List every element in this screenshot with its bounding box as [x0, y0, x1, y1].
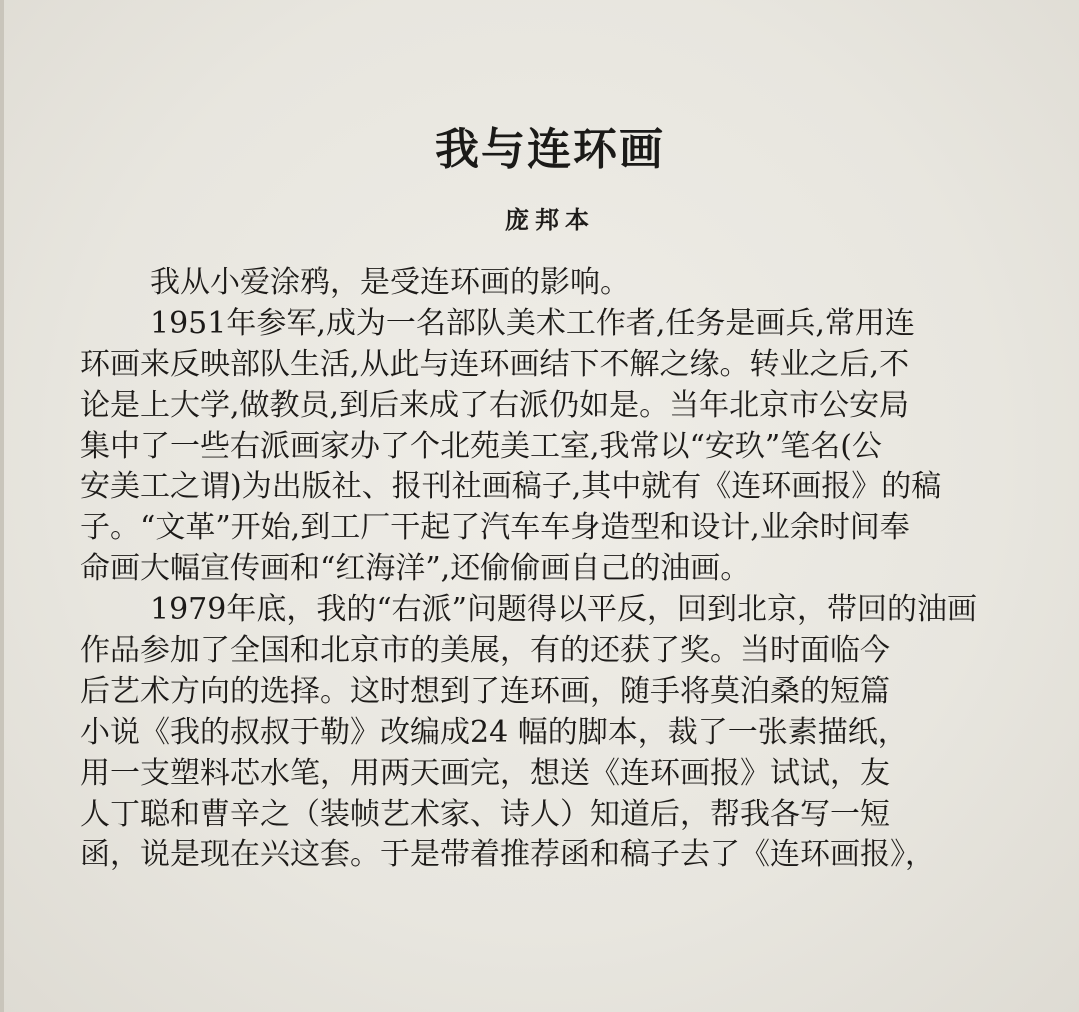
body-line: 1951年参军,成为一名部队美术工作者,任务是画兵,常用连	[150, 305, 915, 341]
article-author: 庞邦本	[505, 205, 595, 234]
body-line: 函，说是现在兴这套。于是带着推荐函和稿子去了《连环画报》，	[80, 837, 935, 873]
article-title: 我与连环画	[435, 124, 665, 175]
body-line: 后艺术方向的选择。这时想到了连环画，随手将莫泊桑的短篇	[80, 673, 890, 709]
body-line: 我从小爱涂鸦，是受连环画的影响。	[150, 265, 630, 300]
body-line: 命画大幅宣传画和“红海洋”,还偷偷画自己的油画。	[80, 551, 751, 587]
body-line: 作品参加了全国和北京市的美展，有的还获了奖。当时面临今	[80, 633, 890, 669]
body-line: 环画来反映部队生活,从此与连环画结下不解之缘。转业之后,不	[80, 346, 910, 382]
body-line: 集中了一些右派画家办了个北苑美工室,我常以“安玖”笔名(公	[80, 428, 882, 464]
body-line: 子。“文革”开始,到工厂干起了汽车车身造型和设计,业余时间奉	[80, 510, 910, 546]
body-line: 小说《我的叔叔于勒》改编成24 幅的脚本，裁了一张素描纸，	[80, 714, 908, 750]
body-line: 1979年底，我的“右派”问题得以平反，回到北京，带回的油画	[150, 592, 978, 628]
article-body	[80, 263, 980, 876]
body-line: 用一支塑料芯水笔，用两天画完，想送《连环画报》试试，友	[80, 755, 890, 791]
body-line: 论是上大学,做教员,到后来成了右派仍如是。当年北京市公安局	[80, 387, 910, 423]
body-line: 安美工之谓)为出版社、报刊社画稿子,其中就有《连环画报》的稿	[80, 469, 942, 505]
body-line: 人丁聪和曹辛之（装帧艺术家、诗人）知道后，帮我各写一短	[80, 796, 890, 832]
